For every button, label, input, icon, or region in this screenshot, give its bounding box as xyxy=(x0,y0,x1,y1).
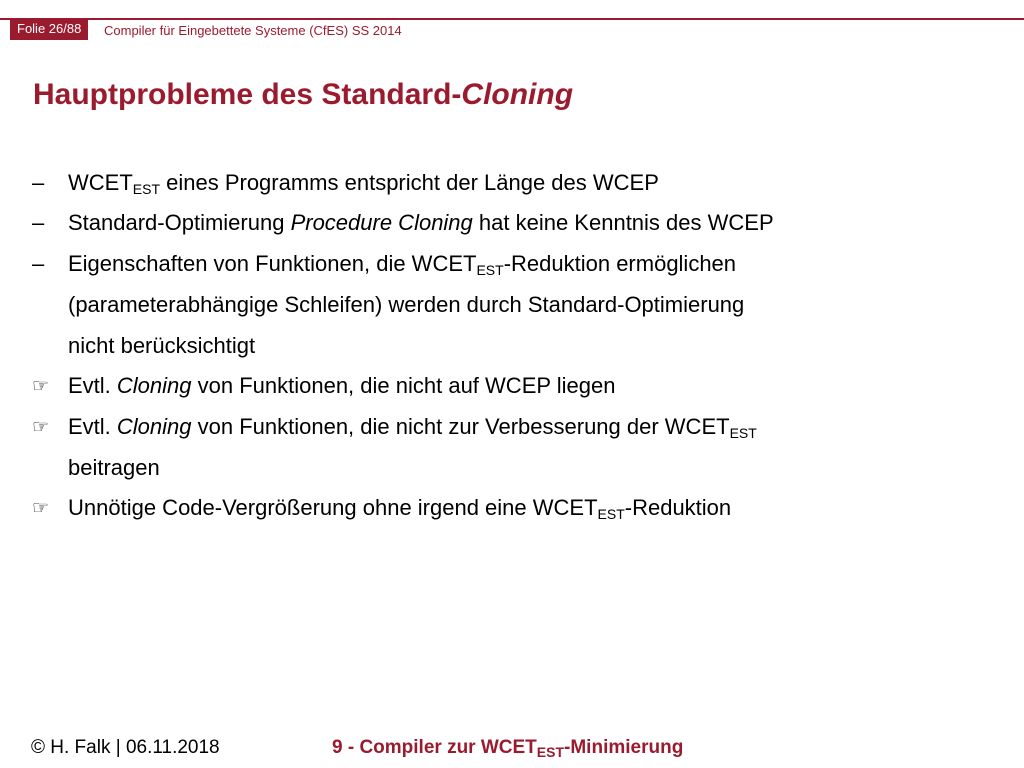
pointing-hand-icon: ☞ xyxy=(32,376,50,397)
dash-marker: – xyxy=(32,170,45,195)
slide-title xyxy=(33,78,573,112)
bullet-continuation: nicht berücksichtigt xyxy=(68,333,256,358)
consequence-line: Evtl. Cloning von Funktionen, die nicht auf WCEP liegen xyxy=(68,373,616,398)
header-bar xyxy=(0,18,1024,20)
bullet-continuation: (parameterabhängige Schleifen) werden durch Standard-Optimierung xyxy=(68,292,745,317)
bullet-line: $WCET_{EST}$ eines Programms entspricht der Länge des WCEP xyxy=(68,170,659,197)
slide-title-italic: Cloning xyxy=(461,78,574,111)
pointing-hand-icon: ☞ xyxy=(32,417,50,438)
course-title: Compiler für Eingebettete Systeme (CfES) SS 2014 xyxy=(104,23,402,38)
consequence-line: Unnötige Code-Vergrößerung ohne irgend eine $WCET_{EST}$-Reduktion xyxy=(68,495,732,522)
bullet-line: Standard-Optimierung Procedure Cloning hat keine Kenntnis des WCEP xyxy=(68,210,774,235)
footer-chapter-title: 9 - Compiler zur $WCET_{EST}$-Minimierung xyxy=(332,737,684,760)
consequence-line: Evtl. Cloning von Funktionen, die nicht zur Verbesserung der $WCET_{EST}$ xyxy=(68,414,757,441)
slide-number-badge: Folie 26/88 xyxy=(10,18,88,40)
dash-marker: – xyxy=(32,251,45,276)
pointing-hand-icon: ☞ xyxy=(32,498,50,519)
consequence-continuation: beitragen xyxy=(68,455,160,480)
slide-title-text: Hauptprobleme des Standard- xyxy=(33,78,462,111)
dash-marker: – xyxy=(32,210,45,235)
footer-author-date: © H. Falk | 06.11.2018 xyxy=(31,737,220,758)
bullet-line: Eigenschaften von Funktionen, die $WCET_{EST}$-Reduktion ermöglichen xyxy=(68,251,737,278)
